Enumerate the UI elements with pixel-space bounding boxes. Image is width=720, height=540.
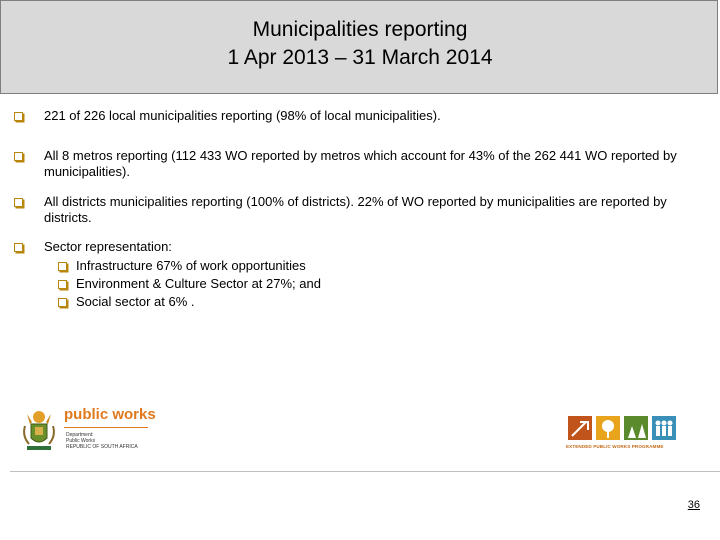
brand-divider (64, 427, 148, 428)
page-number: 36 (687, 499, 700, 511)
bullet-square-icon (14, 112, 23, 121)
sub-bullet-square-icon (58, 298, 67, 307)
dept-line: REPUBLIC OF SOUTH AFRICA (66, 444, 138, 450)
bullet-text: All 8 metros reporting (112 433 WO reported by metros which account for 43% of the 262 441 WO reported by municipalities). (44, 148, 677, 179)
epwp-caption: EXTENDED PUBLIC WORKS PROGRAMME (566, 444, 664, 449)
sub-bullet-text: Infrastructure 67% of work opportunities (76, 258, 306, 273)
dept-line: Public Works (66, 438, 96, 444)
bullet-text: 221 of 226 local municipalities reporting (98% of local municipalities). (44, 108, 441, 123)
bullet-square-icon (14, 152, 23, 161)
bullet-text: All districts municipalities reporting (100% of districts). 22% of WO reported by municipalities are reported by districts. (44, 194, 667, 225)
footer-divider (10, 471, 720, 472)
sub-bullet-square-icon (58, 262, 67, 271)
brand-name: public works (64, 406, 156, 423)
dept-line: Department: (66, 432, 94, 438)
sub-bullet-text: Social sector at 6% . (76, 294, 195, 309)
slide-title: Municipalities reporting (252, 18, 468, 41)
coat-of-arms-icon (20, 408, 58, 454)
epwp-logo (566, 412, 678, 452)
sub-bullet-text: Environment & Culture Sector at 27%; and (76, 276, 321, 291)
bullet-text: Sector representation: (44, 239, 172, 254)
sub-bullet-square-icon (58, 280, 67, 289)
bullet-square-icon (14, 198, 23, 207)
epwp-tiles-icon (566, 412, 678, 442)
bullet-square-icon (14, 243, 23, 252)
slide-subtitle: 1 Apr 2013 – 31 March 2014 (227, 46, 493, 69)
public-works-logo (20, 406, 156, 458)
